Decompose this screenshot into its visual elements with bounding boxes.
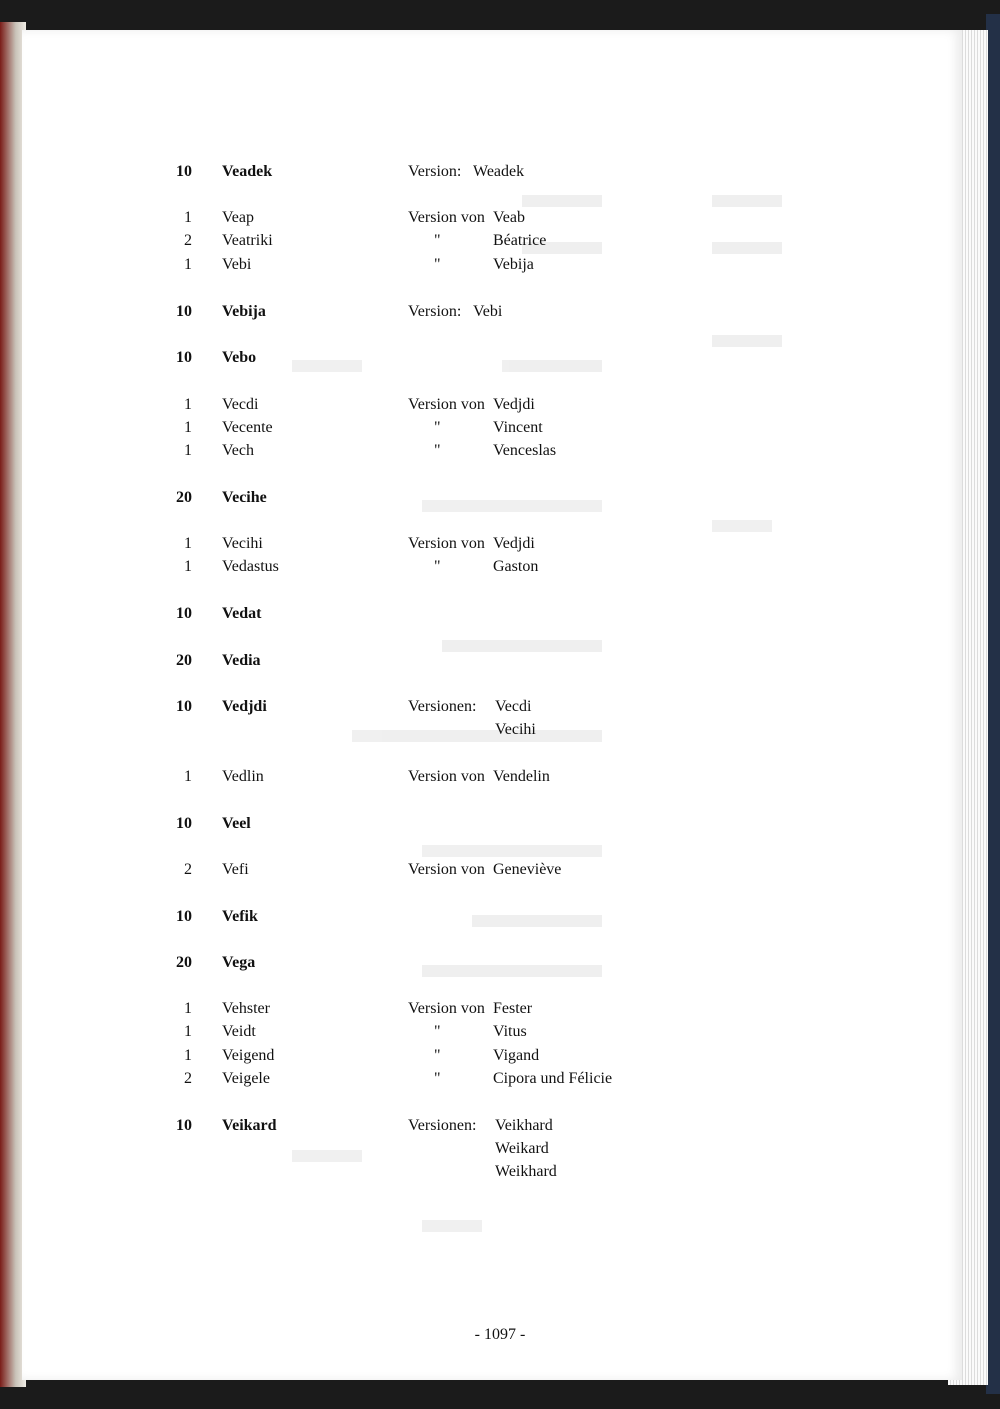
entry-label: Version von	[408, 396, 485, 413]
entry-label: Version von	[408, 1000, 485, 1017]
entry-frequency: 10	[176, 303, 192, 320]
entry-name: Vedastus	[222, 558, 279, 575]
ditto-mark: "	[434, 1070, 441, 1087]
entry-name: Vefik	[222, 908, 258, 925]
entry-frequency: 10	[176, 605, 192, 622]
entry-label: Version von	[408, 861, 485, 878]
ditto-mark: "	[434, 419, 441, 436]
entry-name: Veatriki	[222, 232, 273, 249]
entry-frequency: 2	[184, 1070, 192, 1087]
ditto-mark: "	[434, 1023, 441, 1040]
entry-value: Vigand	[493, 1047, 540, 1064]
entry-frequency: 1	[184, 535, 192, 552]
entry-value: Vecdi	[495, 698, 532, 715]
entry-name: Vebija	[222, 303, 266, 320]
entry-frequency: 1	[184, 419, 192, 436]
entry-name: Vedia	[222, 652, 261, 669]
entry-name: Vech	[222, 442, 254, 459]
entry-frequency: 2	[184, 232, 192, 249]
entry-name: Veigele	[222, 1070, 270, 1087]
entry-frequency: 10	[176, 908, 192, 925]
entry-name: Veigend	[222, 1047, 275, 1064]
entry-name: Veadek	[222, 163, 273, 180]
entry-label: Versionen:	[408, 1117, 477, 1134]
entry-value: Vebija	[493, 256, 534, 273]
entry-name: Veikard	[222, 1117, 277, 1134]
entry-frequency: 1	[184, 209, 192, 226]
entry-frequency: 10	[176, 1117, 192, 1134]
ditto-mark: "	[434, 256, 441, 273]
entry-value: Vedjdi	[493, 396, 535, 413]
entry-value: Veikhard	[495, 1117, 553, 1134]
entry-name: Vecihe	[222, 489, 267, 506]
entry-value: Vitus	[493, 1023, 527, 1040]
entry-name: Veap	[222, 209, 254, 226]
entry-value: Weadek	[473, 163, 525, 180]
entry-label: Versionen:	[408, 698, 477, 715]
entry-frequency: 1	[184, 558, 192, 575]
entry-value: Vecihi	[495, 721, 536, 738]
entry-name: Vecihi	[222, 535, 263, 552]
entry-frequency: 1	[184, 442, 192, 459]
entry-name: Vega	[222, 954, 256, 971]
entry-frequency: 10	[176, 698, 192, 715]
entry-label: Version von	[408, 535, 485, 552]
entry-value: Vendelin	[493, 768, 550, 785]
entry-label: Version:	[408, 303, 462, 320]
ditto-mark: "	[434, 1047, 441, 1064]
entry-name: Vebi	[222, 256, 252, 273]
entry-label: Version:	[408, 163, 462, 180]
entry-frequency: 1	[184, 1000, 192, 1017]
entry-name: Vebo	[222, 349, 257, 366]
ditto-mark: "	[434, 232, 441, 249]
ditto-mark: "	[434, 558, 441, 575]
page-number: - 1097 -	[474, 1326, 526, 1343]
entry-frequency: 10	[176, 815, 192, 832]
entry-value: Venceslas	[493, 442, 557, 459]
entry-label: Version von	[408, 209, 485, 226]
entry-value: Weikard	[495, 1140, 549, 1157]
entry-name: Vedlin	[222, 768, 264, 785]
entry-name: Vehster	[222, 1000, 270, 1017]
entry-name: Vecente	[222, 419, 273, 436]
entry-frequency: 2	[184, 861, 192, 878]
entry-name: Vecdi	[222, 396, 259, 413]
entry-value: Gaston	[493, 558, 539, 575]
entry-value: Weikhard	[495, 1163, 557, 1180]
book-cover-right	[986, 14, 1000, 1394]
entry-frequency: 1	[184, 256, 192, 273]
entry-frequency: 10	[176, 349, 192, 366]
entry-value: Béatrice	[493, 232, 547, 249]
entry-frequency: 20	[176, 489, 192, 506]
entry-value: Geneviève	[493, 861, 562, 878]
entry-name: Vedat	[222, 605, 262, 622]
ditto-mark: "	[434, 442, 441, 459]
entry-value: Veab	[493, 209, 525, 226]
entry-name: Veel	[222, 815, 251, 832]
entry-name: Vedjdi	[222, 698, 267, 715]
entry-name: Veidt	[222, 1023, 256, 1040]
entry-value: Cipora und Félicie	[493, 1070, 613, 1087]
entry-frequency: 20	[176, 954, 192, 971]
entry-frequency: 1	[184, 396, 192, 413]
entry-label: Version von	[408, 768, 485, 785]
entry-frequency: 1	[184, 1047, 192, 1064]
entry-frequency: 1	[184, 1023, 192, 1040]
entry-value: Vincent	[493, 419, 543, 436]
entry-frequency: 20	[176, 652, 192, 669]
entry-value: Fester	[493, 1000, 533, 1017]
entry-value: Vebi	[473, 303, 503, 320]
entry-value: Vedjdi	[493, 535, 535, 552]
entry-name: Vefi	[222, 861, 249, 878]
entry-frequency: 1	[184, 768, 192, 785]
entry-frequency: 10	[176, 163, 192, 180]
